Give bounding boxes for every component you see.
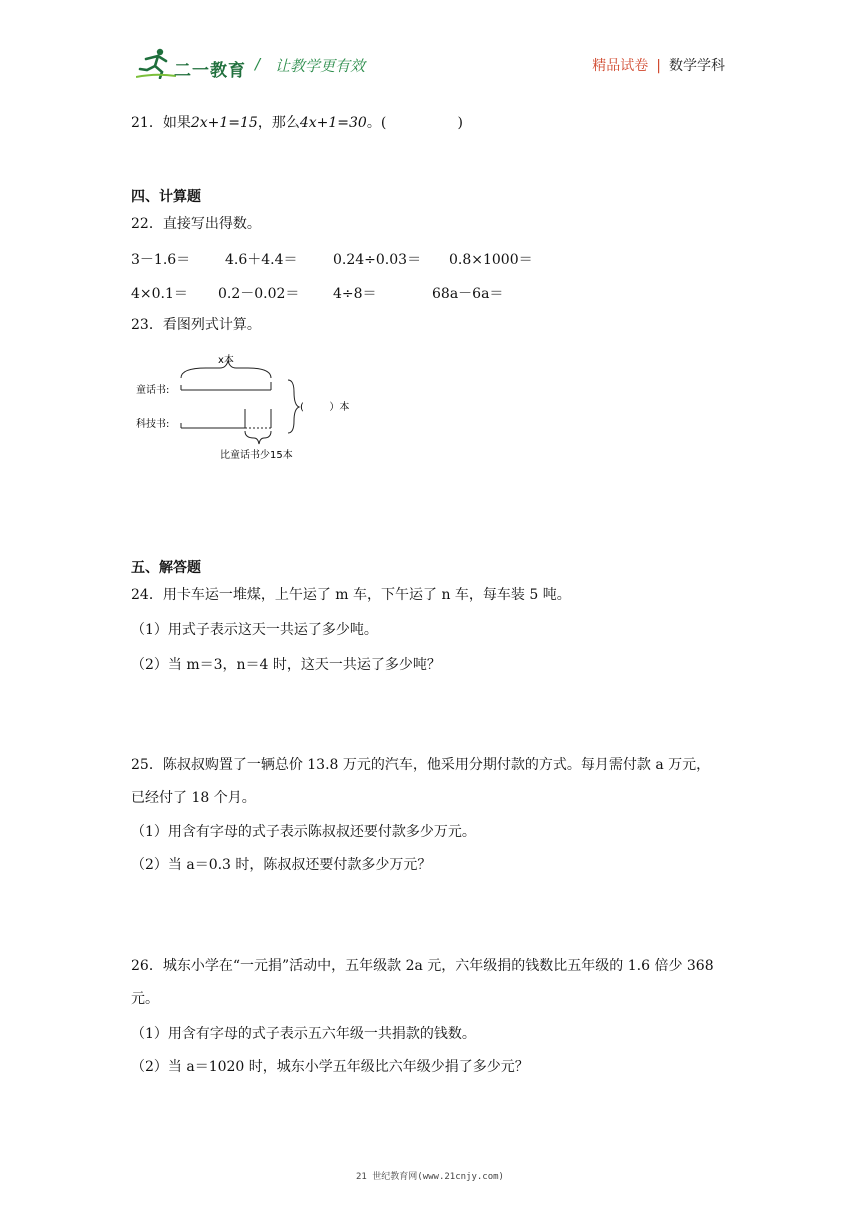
question-26-stem-line-2: 元。 (131, 991, 159, 1007)
row1-label: 童话书: (136, 385, 170, 396)
calc-7: 4÷8＝ (333, 286, 377, 302)
q21-mid: ，那么 (257, 115, 300, 131)
tag-subject: 数学学科 (669, 58, 725, 74)
q21-label: 21．如果 (131, 115, 191, 131)
question-25-stem-line-2: 已经付了 18 个月。 (131, 790, 256, 806)
question-21 (131, 114, 463, 132)
section-5-title: 五、解答题 (131, 560, 201, 576)
calc-4: 0.8×1000＝ (449, 252, 533, 268)
bottom-brace (245, 431, 271, 444)
logo-separator: / (255, 55, 261, 73)
calc-8: 68a－6a＝ (432, 286, 504, 302)
row2-label: 科技书: (136, 419, 170, 430)
question-23-label: 23．看图列式计算。 (131, 317, 261, 333)
question-24-part-2: （2）当 m＝3，n＝4 时，这天一共运了多少吨？ (131, 657, 441, 673)
q21-equation-1: 2x+1=15 (190, 115, 258, 131)
logo-slogan: 让教学更有效 (275, 57, 366, 75)
diagram-answer: ( ）本 (300, 402, 350, 413)
question-26-part-1: （1）用含有字母的式子表示五六年级一共捐款的钱数。 (131, 1026, 476, 1042)
diagram-top-label: x本 (218, 355, 234, 366)
question-26-stem-line-1: 26．城东小学在“一元捐”活动中，五年级款 2a 元，六年级捐的钱数比五年级的 1.6 倍少 368 (131, 958, 714, 974)
question-26-part-2: （2）当 a＝1020 时，城东小学五年级比六年级少捐了多少元？ (131, 1059, 529, 1075)
header-tags (592, 55, 725, 75)
diagram-bottom-label: 比童话书少15本 (220, 450, 293, 461)
q21-answer-blank: 。( ) (366, 115, 463, 131)
q21-equation-2: 4x+1=30 (299, 115, 367, 131)
question-22-label: 22．直接写出得数。 (131, 216, 261, 232)
calc-2: 4.6＋4.4＝ (225, 252, 298, 268)
segment-diagram (128, 347, 368, 467)
calc-5: 4×0.1＝ (131, 286, 188, 302)
question-24-part-1: （1）用式子表示这天一共运了多少吨。 (131, 622, 378, 638)
calc-6: 0.2－0.02＝ (218, 286, 300, 302)
page-footer: 21 世纪教育网(www.21cnjy.com) (356, 1172, 504, 1182)
question-24-stem: 24．用卡车运一堆煤，上午运了 m 车，下午运了 n 车，每车装 5 吨。 (131, 587, 571, 603)
tag-separator: | (656, 58, 661, 74)
logo-text: 二一教育 (174, 61, 246, 81)
tag-quality-paper: 精品试卷 (592, 58, 649, 74)
question-25-part-1: （1）用含有字母的式子表示陈叔叔还要付款多少万元。 (131, 824, 476, 840)
runner-logo-icon (136, 47, 176, 79)
calc-3: 0.24÷0.03＝ (333, 252, 422, 268)
right-brace (288, 380, 299, 433)
section-4-title: 四、计算题 (131, 189, 201, 205)
calc-1: 3－1.6＝ (131, 252, 191, 268)
question-25-part-2: （2）当 a＝0.3 时，陈叔叔还要付款多少万元？ (131, 857, 432, 873)
page-header (0, 0, 860, 100)
question-25-stem-line-1: 25．陈叔叔购置了一辆总价 13.8 万元的汽车，他采用分期付款的方式。每月需付款 a 万元， (131, 757, 711, 773)
